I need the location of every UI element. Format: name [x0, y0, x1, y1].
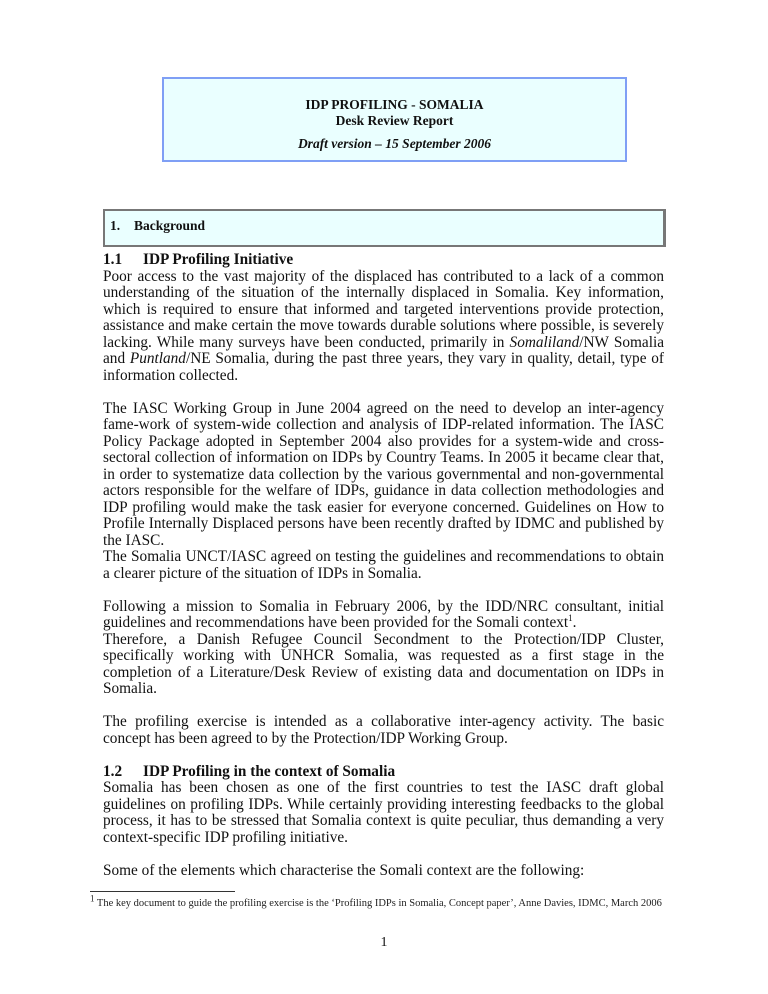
document-body — [103, 252, 664, 879]
footnote: $^1$ The key document to guide the profiling exercise is the ‘Profiling IDPs in Somalia, Concept paper’, Anne Davies, IDMC, March 2006 — [90, 893, 662, 909]
paragraph: Therefore, a Danish Refugee Council Secondment to the Protection/IDP Cluster, specifically working with UNHCR Somalia, was requested as a first stage in the completion of a Literature/Desk Review of existing data and documentation on IDPs in Somalia. — [103, 630, 664, 697]
paragraph: Poor access to the vast majority of the displaced has contributed to a lack of a common understanding of the situation of the internally displaced in Somalia. Key information, which is required to ensure that informed and targeted interventions provide protection, assistance and make certain the move towards durable solutions where possible, is severely lacking. While many surveys have been conducted, primarily in Somaliland/NW Somalia and Puntland/NE Somalia, during the past three years, they vary in quality, detail, type of information collected. — [103, 267, 665, 384]
section-number: 1. — [110, 218, 121, 233]
subsection-title: IDP Profiling Initiative — [143, 251, 294, 268]
draft-version-date: Draft version – 15 September 2006 — [297, 136, 492, 151]
paragraph: Some of the elements which characterise the Somali context are the following: — [103, 861, 585, 879]
section-heading-box — [103, 209, 666, 247]
footnote-reference[interactable]: 1 — [568, 612, 573, 623]
section-title: Background — [134, 218, 206, 233]
paragraph: The profiling exercise is intended as a collaborative inter-agency activity. The basic concept has been agreed to by the Protection/IDP Working Group. — [103, 713, 664, 747]
subsection-heading-1-1 — [103, 252, 664, 269]
document-subtitle: Desk Review Report — [335, 113, 454, 128]
paragraph: The Somalia UNCT/IASC agreed on testing the guidelines and recommendations to obtain a clearer picture of the situation of IDPs in Somalia. — [103, 548, 664, 582]
subsection-number: 1.1 — [103, 251, 123, 268]
footnote-separator — [90, 891, 235, 892]
section-heading — [110, 218, 205, 234]
paragraph: The IASC Working Group in June 2004 agreed on the need to develop an inter-agency fame-work of system-wide collection and analysis of IDP-related information. The IASC Policy Package adopted in September 2004 also provides for a system-wide and cross-sectoral collection of information on IDPs by Country Teams. In 2005 it became clear that, in order to systematize data collection by the various governmental and non-governmental actors responsible for the welfare of IDPs, guidance in data collection methodologies and IDP profiling would make the task easier for everyone concerned. Guidelines on How to Profile Internally Displaced persons have been recently drafted by IDMC and published by the IASC. — [103, 399, 664, 549]
document-title-box — [162, 77, 627, 162]
subsection-heading-1-2 — [103, 764, 664, 781]
subsection-number: 1.2 — [103, 762, 123, 780]
subsection-title: IDP Profiling in the context of Somalia — [143, 762, 396, 780]
paragraph: Somalia has been chosen as one of the first countries to test the IASC draft global guidelines on profiling IDPs. While certainly providing interesting feedbacks to the global process, it has to be stressed that Somalia context is quite peculiar, thus demanding a very context-specific IDP profiling initiative. — [103, 779, 664, 846]
document-title: IDP PROFILING - SOMALIA — [305, 97, 484, 112]
page-number: 1 — [380, 935, 388, 950]
paragraph: Following a mission to Somalia in February 2006, by the IDD/NRC consultant, initial guidelines and recommendations have been provided for the Somali context$^1$. — [103, 597, 664, 631]
footnote-mark: 1 — [90, 893, 95, 904]
